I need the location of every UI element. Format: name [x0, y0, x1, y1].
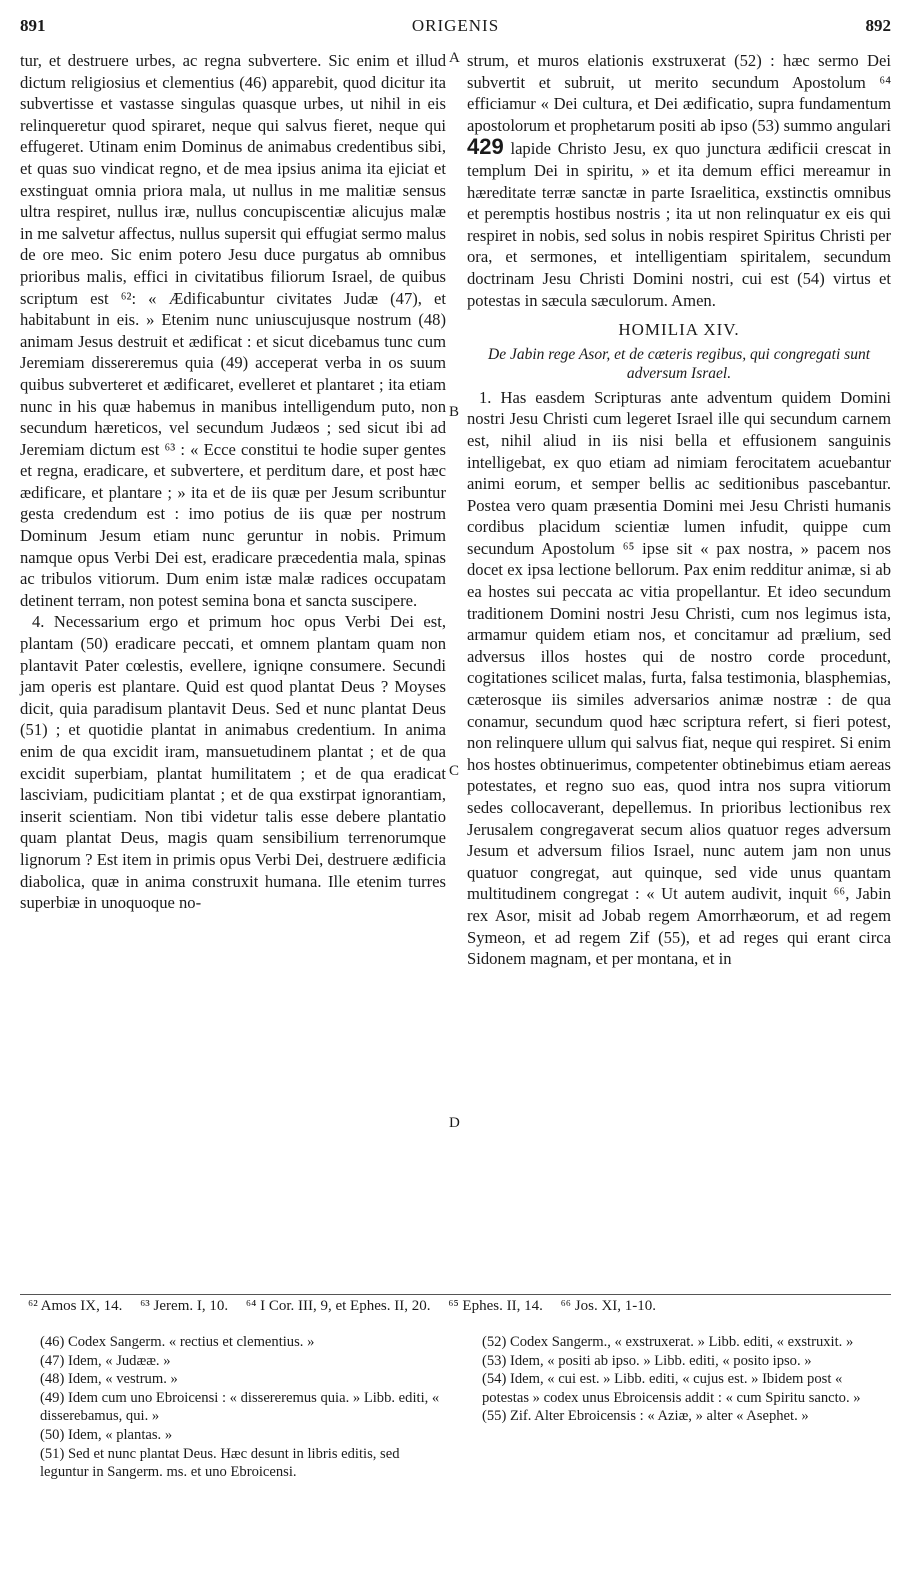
page-marker-number: 429	[467, 134, 504, 160]
footnote: (54) Idem, « cui est. » Libb. editi, « cujus est. » Ibidem post « potestas » codex unus Ebroicensis addit : « cum Spiritu sancto. »	[482, 1371, 861, 1406]
scripture-ref: ⁶⁴ I Cor. III, 9, et Ephes. II, 20.	[245, 1298, 431, 1314]
notes-right-column	[482, 1333, 887, 1426]
homily-subtitle: De Jabin rege Asor, et de cæteris regibus, qui congregati sunt adversum Israel.	[488, 345, 870, 382]
right-paragraph-1-start: strum, et muros elationis exstruxerat (52) : hæc sermo Dei subvertit et subruit, ut merito secundum Apostolum ⁶⁴ efficiamur « Dei cultura, et Dei ædificatio, supra fundamentum apostolorum et prophetarum positi ab ipso (53) summo angulari	[467, 51, 891, 135]
footnote: (49) Idem cum uno Ebroicensi : « dissereremus quia. » Libb. editi, « disserebamus, qui. »	[40, 1389, 440, 1425]
left-paragraph-2: 4. Necessarium ergo et primum hoc opus Verbi Dei est, plantam (50) eradicare peccati, et omnem plantam quam non plantavit Pater cœlestis, evellere, igniqne consumere. Secundi jam operis est plantare. Quid est quod plantat Deus ? Moyses dicit, quia paradisum plantavit Deus. Sed et nunc plantat Deus (51) ; et quotidie plantat in animabus credentium. In anima enim de qua excidit iram, mansuetudinem plantat ; et de qua excidit superbiam, plantat humilitatem ; et de qua eradicat lasciviam, pudicitiam plantat ; et de qua exstirpat ignorantiam, inserit scientiam. Non tibi videtur talis esse debere plantatio quam plantat Deus, magis quam sensibilium terrenorumque lignorum ? Est item in primis opus Verbi Dei, destruere ædificia diabolica, quæ in anima construxit humana. Ille etenim turres superbiæ in unoquoque no-	[20, 612, 446, 913]
footnote: (53) Idem, « positi ab ipso. » Libb. editi, « posito ipso. »	[482, 1352, 812, 1369]
left-paragraph-1: tur, et destruere urbes, ac regna subvertere. Sic enim et illud dictum religiosius et clementius (46) apparebit, quod dicitur ita subvertisse et vastasse singulas quasque urbes, ut nihil in eis relinqueretur quod spiraret, neque qui salvus fieret, neque qui effugeret. Utinam enim Dominus de animabus credentibus sibi, et quas suo vindicat regno, et de mea ipsius anima ita ejiciat et exstinguat omnia priora mala, ut nullus in me malitiæ sensus ultra respiret, nullus iræ, nullus concupiscentiæ alicujus malæ in me salvetur affectus, nullus supersit qui effugiat sermo malus de ore meo. Sic enim potero Jesu duce purgatus ab omnibus prioribus malis, effici in civitatibus filiorum Israel, de quibus scriptum est ⁶²: « Ædificabuntur civitates Judæ (47), et habitabunt in eis. » Etenim nunc uniuscujusque nostrum (48) animam Jesus destruit et ædificat : et sicut dicebamus tunc cum Jeremiam dissereremus quia (49) acceperat verba in os suum quibus subverteret et ædificaret, evelleret et plantaret ; ita etiam nunc in his quæ habemus in manibus intelligendum puto, non secundum hæreticos, vel secundum Judæos ; sed sicut ibi ad Jeremiam dictum est ⁶³ : « Ecce constitui te hodie super gentes et regna, eradicare, et subvertere, et perditum dare, et post hæc ædificare, et plantare ; » ita et de iis quæ per Jesum scribuntur gesta credendum est : imo potius de iis quæ per nostrum Dominum Jesum etiam nunc geruntur in nobis. Primum namque opus Verbi Dei est, eradicare præcedentia mala, spinas ac tribulos vitiorum. Dum enim istæ malæ radices occupatam detinent terram, non potest semina bona et sancta suscipere.	[20, 51, 446, 610]
footnote: (55) Zif. Alter Ebroicensis : « Aziæ, » alter « Asephet. »	[482, 1408, 809, 1425]
footnote: (51) Sed et nunc plantat Deus. Hæc desunt in libris editis, sed leguntur in Sangerm. ms. et uno Ebroicensi.	[40, 1445, 400, 1481]
footnote: (50) Idem, « plantas. »	[40, 1426, 173, 1443]
footnote: (47) Idem, « Judææ. »	[40, 1352, 171, 1369]
right-paragraph-1-end: lapide Christo Jesu, ex quo junctura ædificii crescat in templum Dei in spiritu, » et ita demum effici mereamur in hæreditate terræ sanctæ in parte Israelitica, exstinctis omnibus et peremptis hostibus nostris ; ita ut non relinquatur ex eis qui respiret in nobis, sed solus in nobis respiret Spiritus Christi per ora, et sermones, et intelligentiam spiritalem, secundum doctrinam Jesu Christi Domini nostri, cui est (54) virtus et potestas in sæcula sæculorum. Amen.	[467, 139, 891, 310]
page-number-right: 892	[865, 16, 891, 35]
right-paragraph-1	[467, 50, 891, 311]
right-paragraph-2: 1. Has easdem Scripturas ante adventum quidem Domini nostri Jesu Christi cum legeret Israel ille qui secundum carnem est, nihil aliud in iis nisi bella et effusionem sanguinis intelligebat, ex quo etiam ad nimiam ferocitatem acuebantur animi eorum, et semper bellis ac seditionibus pascebantur. Postea vero quam præsentia Domini mei Jesu Christi humanis cordibus placidum scientiæ lumen infudit, quippe cum secundum Apostolum ⁶⁵ ipse sit « pax nostra, » pacem nos docet ex ipsa lectione bellorum. Pax enim redditur animæ, si ab ea hostes sui peccata ac vitia propellantur. Et ideo secundum traditionem Domini nostri Jesu Christi, cum nos legimus ista, armamur quidem etiam nos, et concitamur ad prælium, sed adversus illos hostes qui de nostro corde procedunt, cogitationes scilicet malas, furta, falsa testimonia, blasphemias, cæterosque iis similes adversarios animæ nostræ : de qua conamur, secundum quod hæc scriptura refert, si fieri potest, non relinquere ullum qui salvus fiat, neque qui respiret. Si enim hos hostes obtinuerimus, competenter obtinebimus etiam aereas potestates, et regno suo eas, quod intra nos supra vitiorum sedes collocaverant, depellemus. In prioribus lectionibus rex Jerusalem congregaverat secum alios quatuor reges adversum Jesum et adversum filios Israel, nunc autem jam non unus quatuor congregat, aut quinque, sed vide unus quantam multitudinem congregat : « Ut autem audivit, inquit ⁶⁶, Jabin rex Asor, misit ad Jobab regem Amorrhæorum, et ad regem Symeon, et ad regem Zif (55), et ad reges qui erant circa Sidonem magnam, et per montana, et in	[467, 387, 891, 969]
homily-title: HOMILIA XIV.	[618, 320, 740, 340]
footnote: (48) Idem, « vestrum. »	[40, 1371, 178, 1388]
page-header	[20, 16, 891, 40]
footnote-divider	[20, 1294, 891, 1295]
right-column	[467, 50, 891, 970]
notes-left-column	[40, 1333, 445, 1482]
margin-letter-d: D	[449, 1115, 460, 1131]
page-number-left: 891	[20, 16, 46, 35]
scripture-ref: ⁶⁵ Ephes. II, 14.	[448, 1298, 543, 1314]
scripture-ref: ⁶⁶ Jos. XI, 1-10.	[560, 1298, 657, 1314]
running-title: ORIGENIS	[411, 16, 500, 35]
scripture-ref: ⁶² Amos IX, 14.	[28, 1298, 123, 1314]
margin-letter-b: B	[449, 404, 460, 420]
footnote: (52) Codex Sangerm., « exstruxerat. » Libb. editi, « exstruxit. »	[482, 1334, 854, 1350]
margin-letter-c: C	[449, 763, 460, 779]
scripture-references	[28, 1298, 891, 1315]
left-column	[20, 50, 446, 914]
footnote: (46) Codex Sangerm. « rectius et clementius. »	[40, 1334, 315, 1350]
scripture-ref: ⁶³ Jerem. I, 10.	[140, 1298, 229, 1314]
margin-letter-a: A	[449, 50, 460, 66]
